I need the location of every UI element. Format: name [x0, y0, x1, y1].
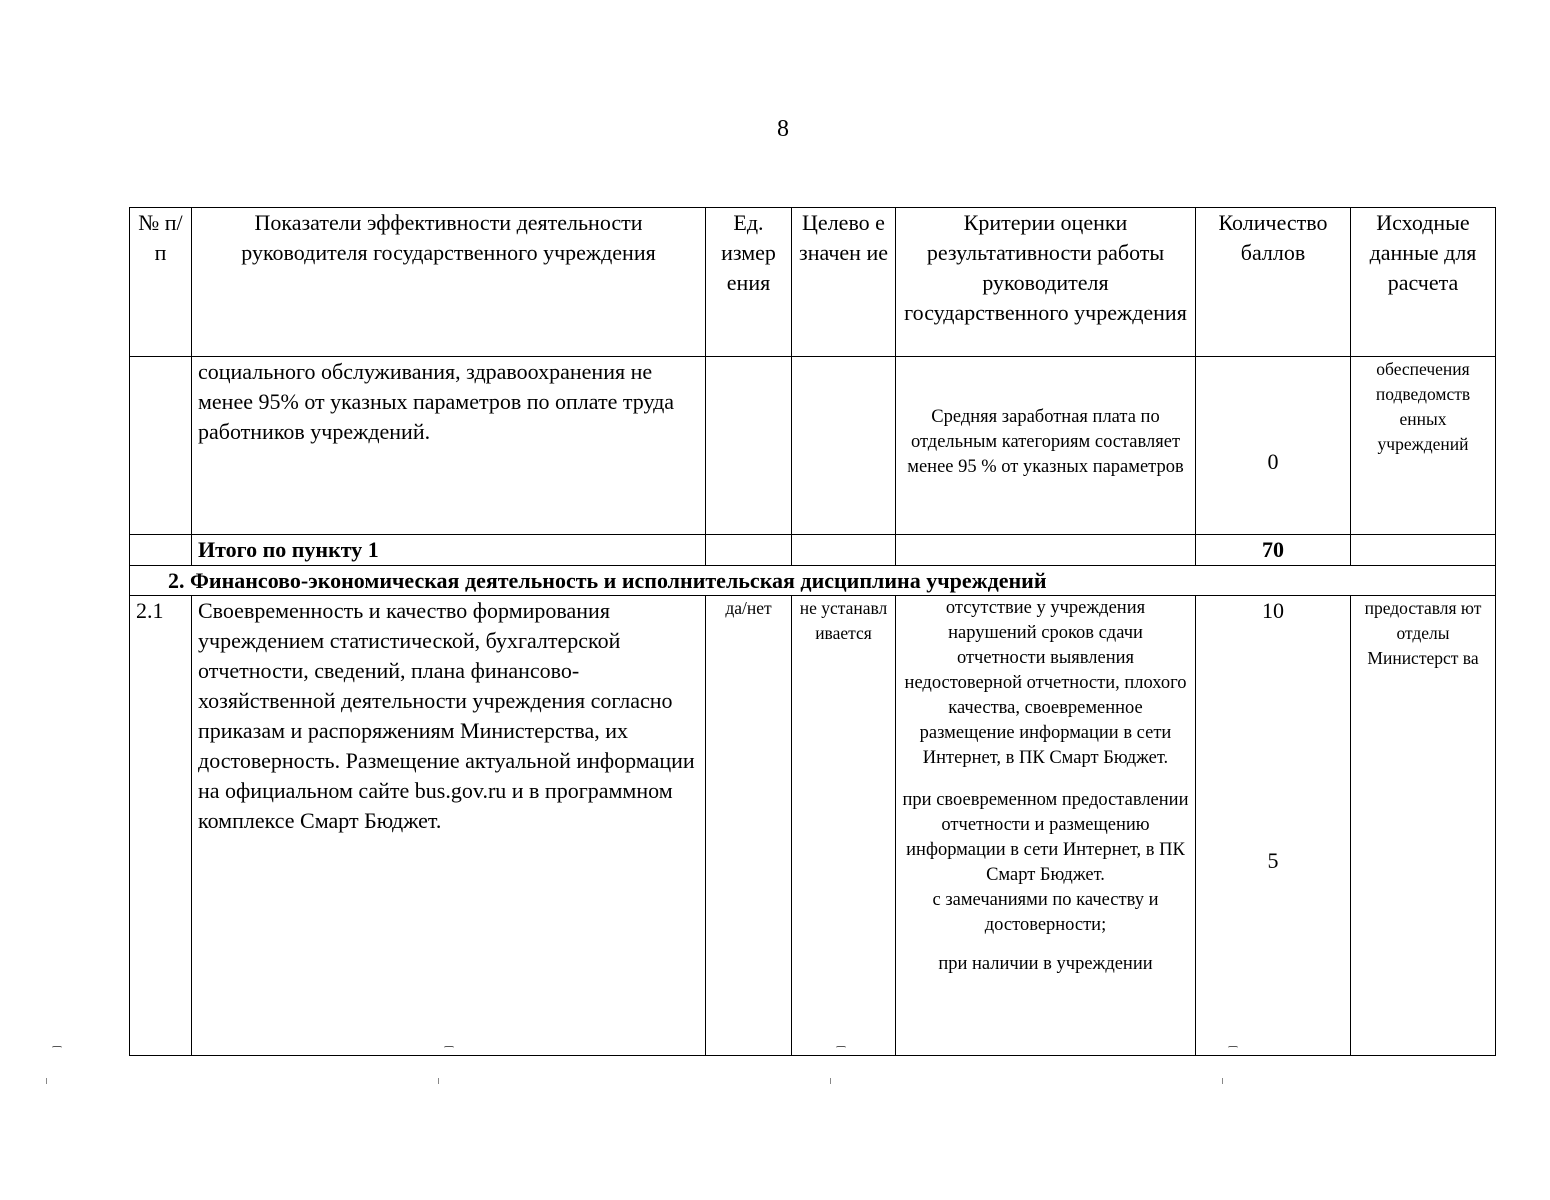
cell-total-label: Итого по пункту 1: [192, 535, 706, 566]
cell-criteria-2-1: [896, 596, 1196, 1056]
table-row-section-2: [130, 566, 1496, 596]
cell-points-2-1: [1196, 596, 1351, 1056]
cell-empty: [706, 535, 792, 566]
evaluation-table: [129, 207, 1496, 1056]
page-number: 8: [777, 116, 789, 142]
header-criteria-text: Критерии оценки результативности работы руководителя государственного учреждения: [904, 210, 1187, 325]
cell-empty: [130, 535, 192, 566]
scan-mark: [836, 1046, 846, 1050]
header-indicator: Показатели эффективности деятельности руководителя государственного учреждения: [192, 208, 706, 357]
header-source: Исходные данные для расчета: [1351, 208, 1496, 357]
criteria-2-1-part-4: при наличии в учреждении: [938, 954, 1153, 974]
table-row-continuation: [130, 357, 1496, 535]
cell-empty: [706, 357, 792, 535]
header-target: Целево е значен ие: [792, 208, 896, 357]
cell-source-cont: обеспечения подведомств енных учреждений: [1351, 357, 1496, 535]
cell-empty: [130, 357, 192, 535]
header-num: № п/п: [130, 208, 192, 357]
scan-mark: [444, 1046, 454, 1050]
cell-points-cont: [1196, 357, 1351, 535]
header-points: Количество баллов: [1196, 208, 1351, 357]
criteria-2-1-part-3: с замечаниями по качеству и достоверности;: [932, 890, 1159, 935]
points-2-1-first: 10: [1262, 598, 1284, 623]
scan-tick: [46, 1078, 47, 1084]
criteria-2-1-part-2: при своевременном предоставлении отчетности и размещению информации в сети Интернет, в ПК Смарт Бюджет.: [902, 790, 1189, 885]
scan-mark: [52, 1046, 62, 1050]
criteria-cont-text: Средняя заработная плата по отдельным категориям составляет менее 95 % от указных параметров: [907, 407, 1184, 477]
scan-tick: [1222, 1078, 1223, 1084]
table-row-2-1: [130, 596, 1496, 1056]
cell-unit-2-1: да/нет: [706, 596, 792, 1056]
points-2-1-second: 5: [1267, 848, 1279, 873]
cell-empty: [792, 357, 896, 535]
cell-criteria-cont: [896, 357, 1196, 535]
cell-empty: [896, 535, 1196, 566]
cell-empty: [792, 535, 896, 566]
header-criteria: [896, 208, 1196, 357]
section-2-title: 2. Финансово-экономическая деятельность и исполнительская дисциплина учреждений: [130, 566, 1496, 596]
points-cont-value: 0: [1267, 449, 1279, 474]
cell-empty: [1351, 535, 1496, 566]
cell-indicator-cont: социального обслуживания, здравоохранения не менее 95% от указных параметров по оплате труда работников учреждений.: [192, 357, 706, 535]
scan-mark: [1228, 1046, 1238, 1050]
criteria-2-1-part-1: отсутствие у учреждения нарушений сроков сдачи отчетности выявления недостоверной отчетности, плохого качества, своевременное размещение информации в сети Интернет, в ПК Смарт Бюджет.: [904, 598, 1187, 768]
table-header-row: [130, 208, 1496, 357]
cell-target-2-1: не устанавл ивается: [792, 596, 896, 1056]
scan-tick: [438, 1078, 439, 1084]
table-row-total: [130, 535, 1496, 566]
cell-num-2-1: 2.1: [130, 596, 192, 1056]
cell-source-2-1: предоставля ют отделы Министерст ва: [1351, 596, 1496, 1056]
cell-indicator-2-1: Своевременность и качество формирования учреждением статистической, бухгалтерской отчетности, сведений, плана финансово-хозяйственной деятельности учреждения согласно приказам и распоряжениям Министерства, их достоверность. Размещение актуальной информации на официальном сайте bus.gov.ru и в программном комплексе Смарт Бюджет.: [192, 596, 706, 1056]
cell-total-points: 70: [1196, 535, 1351, 566]
header-unit: Ед. измер ения: [706, 208, 792, 357]
scan-tick: [830, 1078, 831, 1084]
